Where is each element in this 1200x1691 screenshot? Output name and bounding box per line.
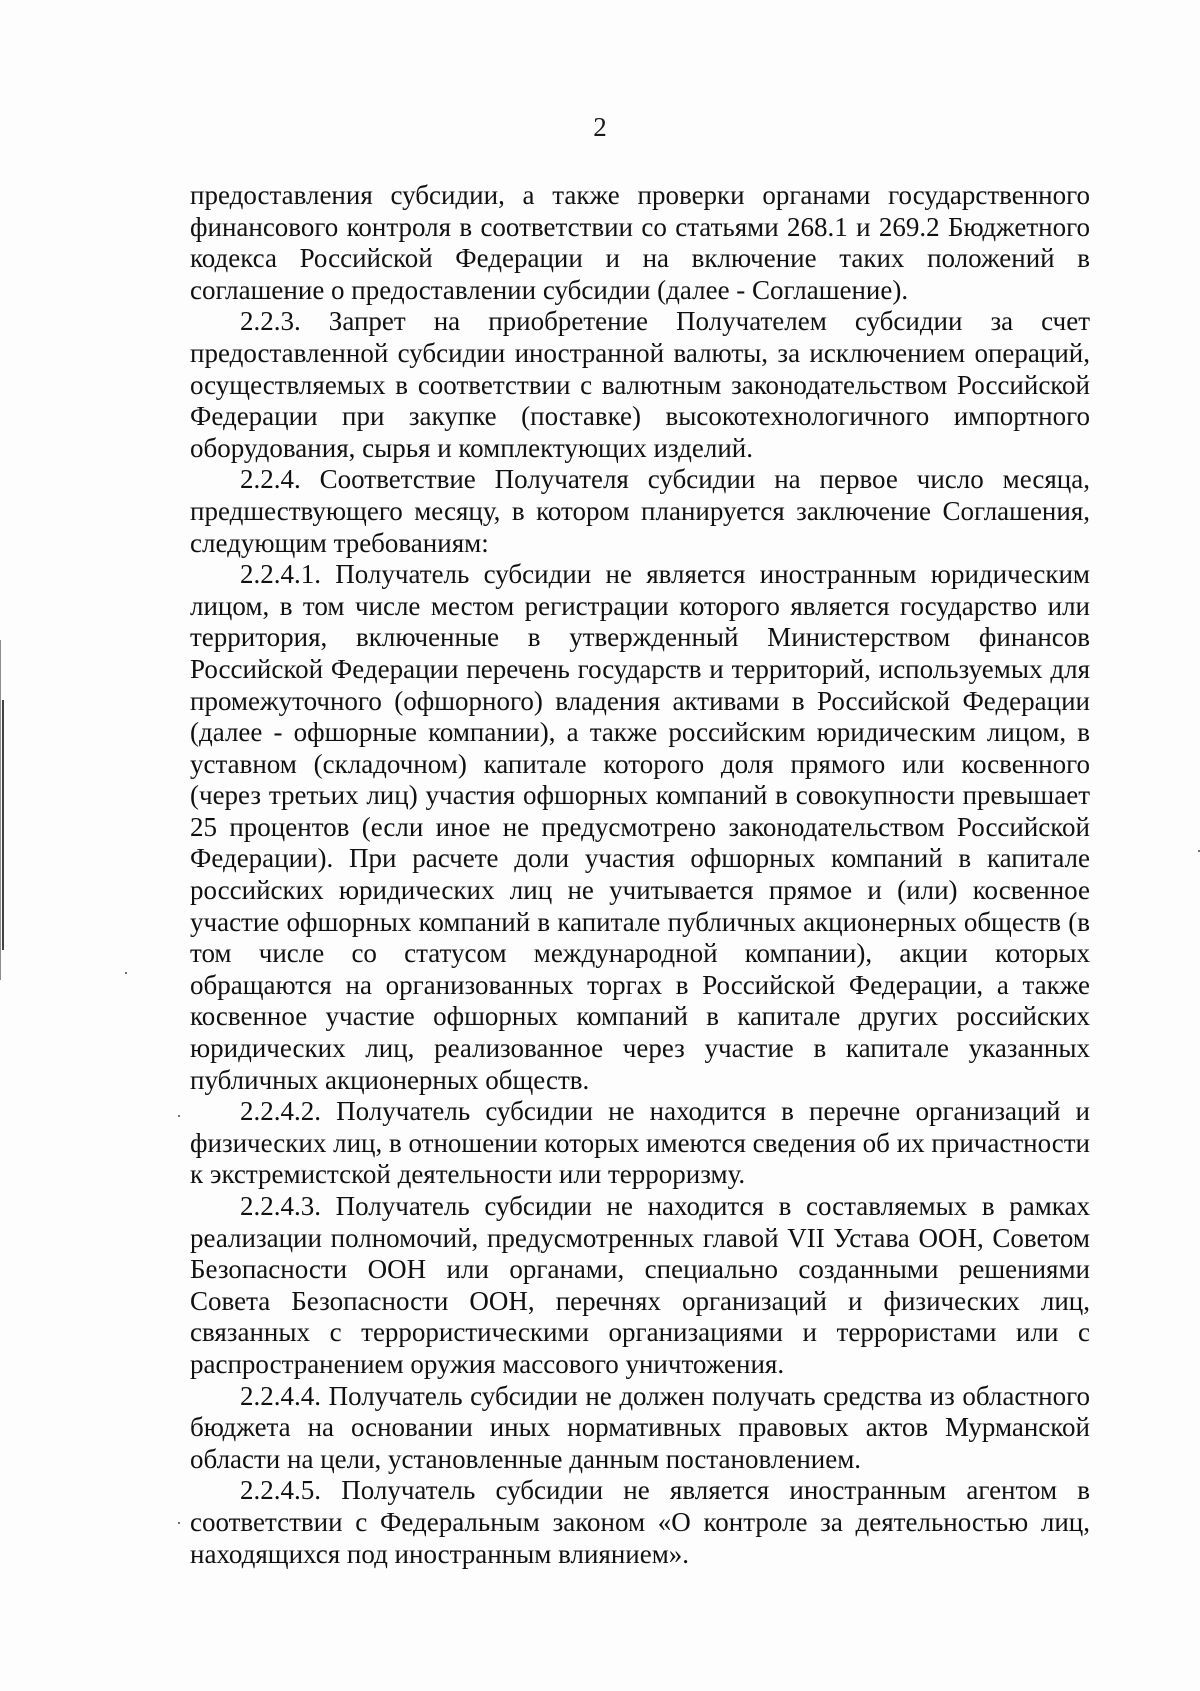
- document-body: [190, 180, 1090, 1570]
- paragraph-2-2-3: 2.2.3. Запрет на приобретение Получателем субсидии за счет предоставленной субсидии иностранной валюты, за исключением операций, осуществляемых в соответствии с валютным законодательством Российской Федерации при закупке (поставке) высокотехнологичного импортного оборудования, сырья и комплектующих изделий.: [190, 306, 1090, 463]
- scan-speck: [125, 972, 127, 974]
- paragraph: предоставления субсидии, а также проверки органами государственного финансового контроля в соответствии со статьями 268.1 и 269.2 Бюджетного кодекса Российской Федерации и на включение таких положений в соглашение о предоставлении субсидии (далее - Соглашение).: [190, 180, 1090, 305]
- paragraph-2-2-4: 2.2.4. Соответствие Получателя субсидии на первое число месяца, предшествующего месяцу, в котором планируется заключение Соглашения, следующим требованиям:: [190, 464, 1090, 558]
- page-number: 2: [593, 112, 607, 142]
- paragraph-2-2-4-5: 2.2.4.5. Получатель субсидии не является иностранным агентом в соответствии с Федеральным законом «О контроле за деятельностью лиц, находящихся под иностранным влиянием».: [190, 1475, 1090, 1569]
- scan-speck: [178, 1522, 180, 1524]
- paragraph-2-2-4-2: 2.2.4.2. Получатель субсидии не находится в перечне организаций и физических лиц, в отношении которых имеются сведения об их причастности к экстремистской деятельности или терроризму.: [190, 1096, 1090, 1190]
- paragraph-2-2-4-1: 2.2.4.1. Получатель субсидии не является иностранным юридическим лицом, в том числе местом регистрации которого является государство или территория, включенные в утвержденный Министерством финансов Российской Федерации перечень государств и территорий, используемых для промежуточного (офшорного) владения активами в Российской Федерации (далее - офшорные компании), а также российским юридическим лицом, в уставном (складочном) капитале которого доля прямого или косвенного (через третьих лиц) участия офшорных компаний в совокупности превышает 25 процентов (если иное не предусмотрено законодательством Российской Федерации). При расчете доли участия офшорных компаний в капитале российских юридических лиц не учитывается прямое и (или) косвенное участие офшорных компаний в капитале публичных акционерных обществ (в том числе со статусом международной компании), акции которых обращаются на организованных торгах в Российской Федерации, а также косвенное участие офшорных компаний в капитале других российских юридических лиц, реализованное через участие в капитале указанных публичных акционерных обществ.: [190, 559, 1090, 1095]
- scan-edge-mark: [0, 640, 1, 980]
- scan-edge-mark: [2, 700, 4, 950]
- scan-speck: [178, 1115, 180, 1117]
- paragraph-2-2-4-3: 2.2.4.3. Получатель субсидии не находится в составляемых в рамках реализации полномочий, предусмотренных главой VII Устава ООН, Советом Безопасности ООН или органами, специально созданными решениями Совета Безопасности ООН, перечнях организаций и физических лиц, связанных с террористическими организациями и террористами или с распространением оружия массового уничтожения.: [190, 1191, 1090, 1379]
- paragraph-2-2-4-4: 2.2.4.4. Получатель субсидии не должен получать средства из областного бюджета на основании иных нормативных правовых актов Мурманской области на цели, установленные данным постановлением.: [190, 1380, 1090, 1474]
